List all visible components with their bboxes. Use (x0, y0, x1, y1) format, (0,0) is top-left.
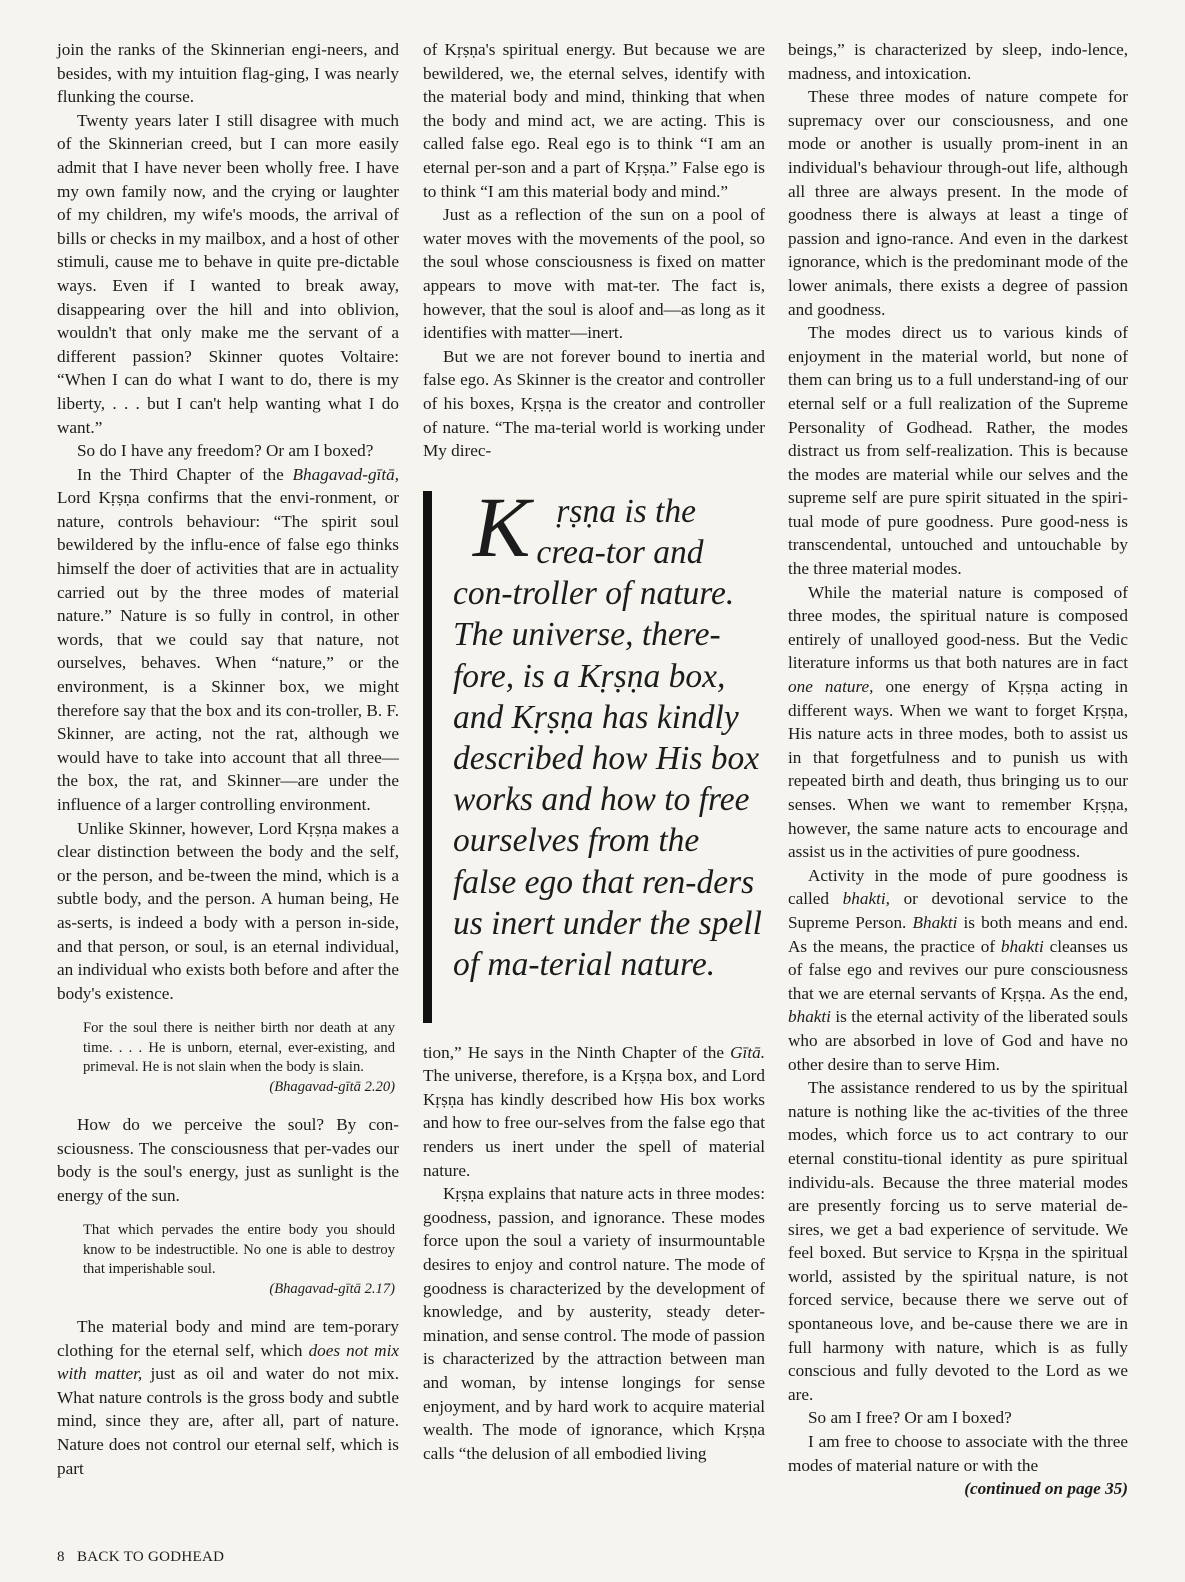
paragraph: Unlike Skinner, however, Lord Kṛṣṇa makes a clear distinction between the body and the self, or the person, and be-tween the mind, which is a subtle body, and the person. A human being, He as-serts, is indeed a body with a person in-side, and that person, or soul, is an eternal individual, an individual who exists both before and after the body's existence. (57, 818, 399, 1003)
paragraph: of Kṛṣṇa's spiritual energy. But because we are bewildered, we, the eternal selves, identify with the material body and mind, thinking that when the body and mind act, we are acting. This is called false ego. Real ego is to think “I am an eternal per-son and a part of Kṛṣṇa.” False ego is to think “I am this material body and mind.” (423, 40, 765, 201)
paragraph: join the ranks of the Skinnerian engi-neers, and besides, with my intuition flag-ging, I was nearly flunking the course. (57, 40, 399, 107)
pull-quote (423, 478, 765, 1023)
magazine-title: BACK TO GODHEAD (76, 1549, 225, 1565)
block-quote (83, 1221, 395, 1299)
paragraph: I am free to choose to associate with the three modes of material nature or with the (788, 1432, 1128, 1475)
block-quote (83, 1019, 395, 1097)
quote-citation: (Bhagavad-gītā 2.20) (269, 1078, 395, 1095)
text-run: While the material nature is composed of three modes, the spiritual nature is composed entirely of unalloyed good-ness. But the Vedic literature informs us that both natures are in fact (788, 582, 1128, 673)
paragraph: These three modes of nature compete for supremacy over our consciousness, and one mode or another is usually prom-inent in an individual's behaviour through-out life, although all three are always present. In the mode of goodness there is always at least a tinge of passion and igno-rance. And even in the darkest ignorance, which is the predominant mode of the lower animals, there exists a degree of passion and goodness. (788, 87, 1128, 319)
paragraph: So am I free? Or am I boxed? (808, 1408, 1012, 1428)
paragraph (788, 581, 1128, 864)
italic-text: does not mix with matter, (57, 1340, 399, 1384)
paragraph: Twenty years later I still disagree with much of the Skinnerian creed, but I can more easily admit that I have never been wholly free. I have my own family now, and the crying or laughter of my children, my wife's moods, the arrival of bills or checks in my mailbox, and a host of other stimuli, cause me to behave in quite pre-dictable ways. Even if I wanted to break away, disappearing over the hill and into oblivion, wouldn't that only make me the servant of a different passion? Skinner quotes Voltaire: “When I can do what I want to do, there is my liberty, . . . but I can't help wanting what I do want.” (57, 110, 399, 437)
book-title: Gītā. (730, 1042, 765, 1062)
paragraph: The modes direct us to various kinds of enjoyment in the material world, but none of them can bring us to a full understand-ing of our eternal self or a full realization of the Supreme Personality of Godhead. Rather, the modes distract us from self-realization. This is because the modes are material while our selves and the supreme self are pure spirit situated in the spiri-tual mode of pure goodness. Pure good-ness is transcendental, untouched and untouchable by the three material modes. (788, 323, 1128, 579)
text-run: one energy of Kṛṣṇa acting in different ways. When we want to forget Kṛṣṇa, His nature acts in three modes, both to assist us in that forgetfulness and to punish us with repeated birth and death, thus bringing us to our senses. When we want to remember Kṛṣṇa, however, the same nature acts to encourage and assist us in the activities of pure goodness. (788, 677, 1128, 862)
italic-text: bhakti (1000, 936, 1044, 956)
drop-cap: K (473, 478, 531, 575)
paragraph (788, 864, 1128, 1076)
italic-text: one nature, (788, 677, 874, 697)
text-run: cleanses us of false ego and revives our pure consciousness that we are eternal servants of Kṛṣṇa. As the end, (788, 936, 1128, 1003)
text-run: Activity in the mode of pure goodness is called (788, 865, 1128, 909)
page-footer (57, 1549, 224, 1566)
text-run: is the eternal activity of the liberated souls who are absorbed in love of God and have no other desire than to serve Him. (788, 1007, 1128, 1074)
paragraph: But we are not forever bound to inertia and false ego. As Skinner is the creator and controller of his boxes, Kṛṣṇa is the creator and controller of nature. “The ma-terial world is working under My direc- (423, 346, 765, 461)
paragraph (57, 463, 399, 817)
italic-text: bhakti, (842, 889, 890, 909)
paragraph: Just as a reflection of the sun on a pool of water moves with the movements of the pool, so the soul whose consciousness is fixed on matter appears to move with mat-ter. The fact is, however, that the soul is aloof and—as long as it identifies with matter—inert. (423, 205, 765, 343)
pull-quote-body: ṛṣṇa is the crea-tor and con-troller of nature. The universe, there-fore, is a Kṛṣṇa box, and Kṛṣṇa has kindly described how His box works and how to free ourselves from the false ego that ren-ders us inert under the spell of ma-terial nature. (453, 492, 762, 983)
paragraph: So do I have any freedom? Or am I boxed? (77, 441, 374, 461)
quote-citation: (Bhagavad-gītā 2.17) (269, 1280, 395, 1297)
paragraph (57, 1315, 399, 1480)
text-run: In the Third Chapter of the (77, 464, 293, 484)
italic-text: Bhakti (912, 912, 958, 932)
text-run: or devotional service to the Supreme Person. (788, 889, 1129, 932)
continued-note: (continued on page 35) (964, 1479, 1128, 1499)
quote-text: That which pervades the entire body you should know to be indestructible. No one is able to destroy that imperishable soul. (83, 1222, 395, 1278)
text-run: The universe, therefore, is a Kṛṣṇa box, and Lord Kṛṣṇa has kindly described how His box works and how to free our-selves from the false ego that renders us inert under the spell of material nature. (423, 1066, 765, 1180)
column-3 (788, 38, 1128, 1501)
text-run: tion,” He says in the Ninth Chapter of the (423, 1042, 731, 1062)
paragraph: Kṛṣṇa explains that nature acts in three modes: goodness, passion, and ignorance. These modes force upon the soul a variety of insurmountable desires to enjoy and control nature. The mode of goodness is characterized by the development of knowledge, and by austerity, steady deter-mination, and sense control. The mode of passion is characterized by the attraction between man and woman, by intense longings for sense enjoyment, and by hard work to acquire material wealth. The mode of ignorance, which Kṛṣṇa calls “the delusion of all embodied living (423, 1184, 765, 1463)
paragraph: How do we perceive the soul? By con-sciousness. The consciousness that per-vades our body is the soul's energy, just as sunlight is the energy of the sun. (57, 1114, 399, 1205)
column-1 (57, 38, 399, 1480)
text-run: is both means and end. As the means, the practice of (788, 912, 1129, 956)
italic-text: bhakti (788, 1007, 831, 1027)
pull-quote-bar (423, 491, 432, 1023)
page-number: 8 (57, 1549, 65, 1565)
paragraph (423, 1041, 765, 1183)
text-run: The material body and mind are tem-porary clothing for the eternal self, which (57, 1316, 399, 1360)
pull-quote-text (453, 478, 765, 985)
text-run: Lord Kṛṣṇa confirms that the envi-ronment, or nature, controls behaviour: “The spirit soul bewildered by the influ-ence of false ego thinks himself the doer of activities that are in actuality carried out by the three modes of material nature.” Nature is so fully in control, in other words, that we could say that nature, not ourselves, behaves. When “nature,” or the environment, is a Skinner box, we might therefore say that the box and its con-troller, B. F. Skinner, are acting, not the rat, although we would have to take into account that all three—the box, the rat, and Skinner—are under the influence of a larger controlling environment. (57, 488, 399, 814)
quote-text: For the soul there is neither birth nor death at any time. . . . He is unborn, eternal, ever-existing, and primeval. He is not slain when the body is slain. (83, 1020, 395, 1076)
text-run: just as oil and water do not mix. What nature controls is the gross body and subtle mind, since they are, after all, part of nature. Nature does not control our eternal self, which is part (57, 1364, 399, 1478)
paragraph: beings,” is characterized by sleep, indo-lence, madness, and intoxication. (788, 40, 1128, 83)
book-title: Bhagavad-gītā, (292, 464, 399, 484)
column-2 (423, 38, 765, 1465)
paragraph: The assistance rendered to us by the spiritual nature is nothing like the ac-tivities of the three modes, which force us to act contrary to our eternal constitu-tional identity as pure spiritual individu-als. Because the three material modes are presently forcing us to serve material de-sires, we get a bad experience of servitude. We feel boxed. But service to Kṛṣṇa in the spiritual world, assisted by the spiritual nature, is not forced service, because there we serve out of spontaneous love, and be-cause there we are in full harmony with nature, which is as fully conscious and fully devoted to the Lord as we are. (788, 1078, 1128, 1404)
